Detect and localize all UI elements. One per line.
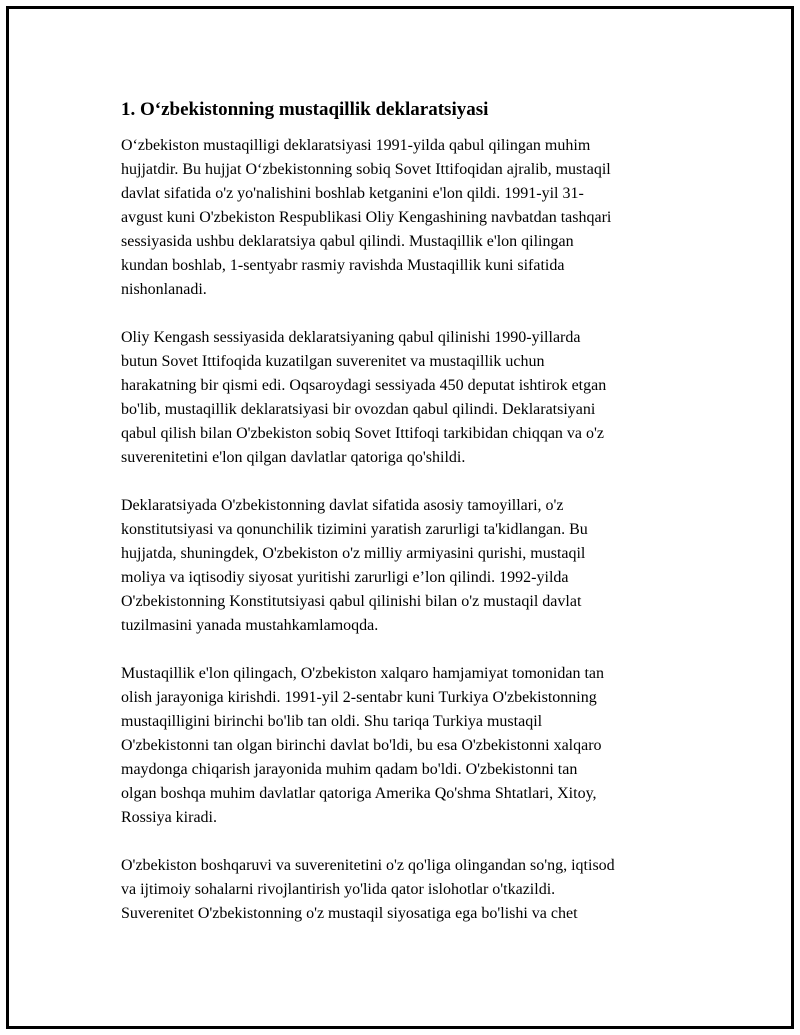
text-line: Oliy Kengash sessiyasida deklaratsiyaning qabul qilinishi 1990-yillarda (121, 329, 581, 346)
text-line: sessiyasida ushbu deklaratsiya qabul qilindi. Mustaqillik e'lon qilingan (121, 233, 574, 250)
paragraph-1 (121, 134, 701, 302)
text-line: nishonlanadi. (121, 281, 207, 298)
text-line: Mustaqillik e'lon qilingach, O'zbekiston xalqaro hamjamiyat tomonidan tan (121, 665, 604, 682)
text-line: butun Sovet Ittifoqida kuzatilgan suverenitet va mustaqillik uchun (121, 353, 545, 370)
text-line: maydonga chiqarish jarayonida muhim qadam bo'ldi. O'zbekistonni tan (121, 761, 578, 778)
section-title: 1. O‘zbekistonning mustaqillik deklaratsiyasi (121, 99, 489, 120)
text-line: suverenitetini e'lon qilgan davlatlar qatoriga qo'shildi. (121, 449, 466, 466)
page-frame (6, 6, 794, 1029)
paragraph-5 (121, 854, 701, 926)
paragraph-2 (121, 326, 701, 470)
text-line: hujjatda, shuningdek, O'zbekiston o'z milliy armiyasini qurishi, mustaqil (121, 545, 586, 562)
text-line: mustaqilligini birinchi bo'lib tan oldi. Shu tariqa Turkiya mustaqil (121, 713, 543, 730)
text-line: O‘zbekiston mustaqilligi deklaratsiyasi 1991-yilda qabul qilingan muhim (121, 137, 591, 154)
text-line: va ijtimoiy sohalarni rivojlantirish yo'lida qator islohotlar o'tkazildi. (121, 881, 556, 898)
text-line: moliya va iqtisodiy siyosat yuritishi zarurligi e’lon qilindi. 1992-yilda (121, 569, 569, 586)
text-line: Rossiya kiradi. (121, 809, 217, 826)
paragraph-3 (121, 494, 701, 638)
text-line: konstitutsiyasi va qonunchilik tizimini yaratish zarurligi ta'kidlangan. Bu (121, 521, 588, 538)
text-line: kundan boshlab, 1-sentyabr rasmiy ravishda Mustaqillik kuni sifatida (121, 257, 565, 274)
text-line: Suverenitet O'zbekistonning o'z mustaqil siyosatiga ega bo'lishi va chet (121, 905, 578, 922)
text-line: bo'lib, mustaqillik deklaratsiyasi bir ovozdan qabul qilindi. Deklaratsiyani (121, 401, 596, 418)
text-line: harakatning bir qismi edi. Oqsaroydagi sessiyada 450 deputat ishtirok etgan (121, 377, 607, 394)
text-line: tuzilmasini yanada mustahkamlamoqda. (121, 617, 379, 634)
text-line: olgan boshqa muhim davlatlar qatoriga Amerika Qo'shma Shtatlari, Xitoy, (121, 785, 597, 802)
text-line: Deklaratsiyada O'zbekistonning davlat sifatida asosiy tamoyillari, o'z (121, 497, 564, 514)
paragraph-4 (121, 662, 701, 830)
text-line: avgust kuni O'zbekiston Respublikasi Oliy Kengashining navbatdan tashqari (121, 209, 612, 226)
text-line: O'zbekiston boshqaruvi va suverenitetini o'z qo'liga olingandan so'ng, iqtisod (121, 857, 615, 874)
text-line: hujjatdir. Bu hujjat O‘zbekistonning sobiq Sovet Ittifoqidan ajralib, mustaqil (121, 161, 611, 178)
text-line: O'zbekistonni tan olgan birinchi davlat bo'ldi, bu esa O'zbekistonni xalqaro (121, 737, 602, 754)
document-body (121, 97, 701, 950)
text-line: O'zbekistonning Konstitutsiyasi qabul qilinishi bilan o'z mustaqil davlat (121, 593, 582, 610)
text-line: qabul qilish bilan O'zbekiston sobiq Sovet Ittifoqi tarkibidan chiqqan va o'z (121, 425, 605, 442)
text-line: olish jarayoniga kirishdi. 1991-yil 2-sentabr kuni Turkiya O'zbekistonning (121, 689, 597, 706)
text-line: davlat sifatida o'z yo'nalishini boshlab ketganini e'lon qildi. 1991-yil 31- (121, 185, 584, 202)
